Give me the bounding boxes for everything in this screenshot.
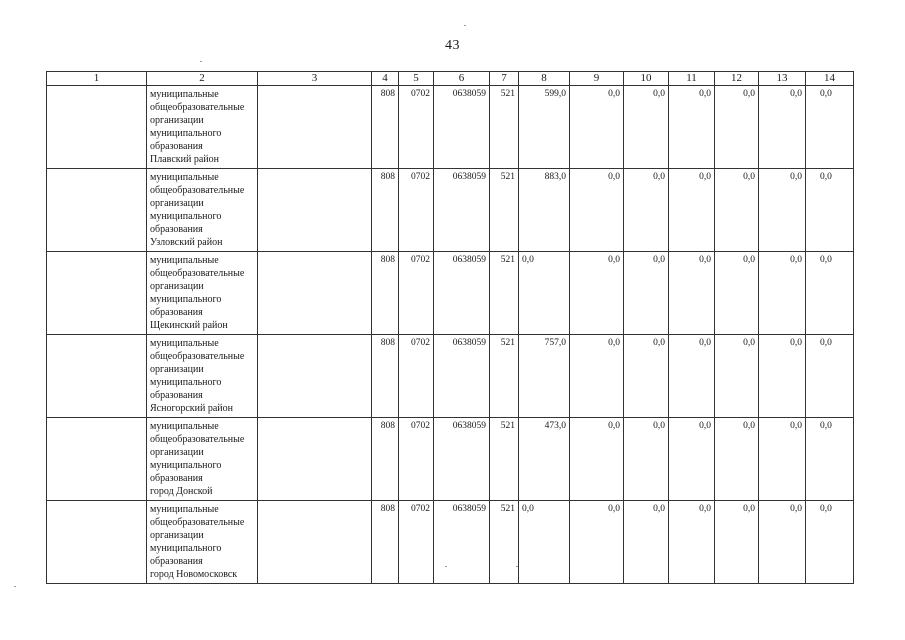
cell-col1	[47, 501, 147, 584]
cell-col6: 0638059	[434, 252, 490, 335]
scan-speck	[200, 61, 202, 62]
cell-col11: 0,0	[669, 335, 715, 418]
cell-col13: 0,0	[759, 252, 806, 335]
cell-col6: 0638059	[434, 335, 490, 418]
cell-col10: 0,0	[624, 501, 669, 584]
table-row	[47, 252, 854, 335]
cell-col10: 0,0	[624, 252, 669, 335]
cell-col3	[258, 86, 372, 169]
cell-col4: 808	[372, 418, 399, 501]
col-header-1: 1	[47, 72, 147, 86]
cell-col1	[47, 335, 147, 418]
cell-col8: 0,0	[519, 501, 570, 584]
col-header-9: 9	[570, 72, 624, 86]
cell-col11: 0,0	[669, 501, 715, 584]
col-header-10: 10	[624, 72, 669, 86]
cell-col13: 0,0	[759, 418, 806, 501]
cell-col11: 0,0	[669, 169, 715, 252]
cell-col5: 0702	[399, 501, 434, 584]
col-header-14: 14	[806, 72, 854, 86]
table-row	[47, 169, 854, 252]
cell-col7: 521	[490, 169, 519, 252]
cell-col7: 521	[490, 335, 519, 418]
cell-col3	[258, 501, 372, 584]
table-row	[47, 86, 854, 169]
table-row	[47, 418, 854, 501]
cell-col9: 0,0	[570, 252, 624, 335]
cell-description: муниципальные общеобразовательные организации муниципального образования город Новомосковск	[147, 501, 258, 584]
cell-col7: 521	[490, 418, 519, 501]
cell-col12: 0,0	[715, 86, 759, 169]
scan-speck	[14, 586, 16, 587]
cell-col4: 808	[372, 335, 399, 418]
cell-col5: 0702	[399, 86, 434, 169]
cell-col13: 0,0	[759, 169, 806, 252]
cell-col9: 0,0	[570, 86, 624, 169]
cell-col10: 0,0	[624, 418, 669, 501]
cell-col10: 0,0	[624, 335, 669, 418]
scan-speck	[445, 566, 447, 567]
cell-col13: 0,0	[759, 86, 806, 169]
cell-col4: 808	[372, 169, 399, 252]
budget-table	[46, 71, 854, 584]
cell-col3	[258, 169, 372, 252]
cell-col7: 521	[490, 501, 519, 584]
cell-col9: 0,0	[570, 501, 624, 584]
cell-col4: 808	[372, 252, 399, 335]
cell-col11: 0,0	[669, 418, 715, 501]
col-header-3: 3	[258, 72, 372, 86]
cell-col12: 0,0	[715, 169, 759, 252]
cell-col11: 0,0	[669, 86, 715, 169]
cell-col8: 473,0	[519, 418, 570, 501]
col-header-6: 6	[434, 72, 490, 86]
col-header-7: 7	[490, 72, 519, 86]
cell-col4: 808	[372, 501, 399, 584]
cell-col5: 0702	[399, 418, 434, 501]
cell-col5: 0702	[399, 335, 434, 418]
cell-col9: 0,0	[570, 335, 624, 418]
cell-col11: 0,0	[669, 252, 715, 335]
cell-col7: 521	[490, 86, 519, 169]
col-header-13: 13	[759, 72, 806, 86]
cell-col14: 0,0	[806, 501, 854, 584]
cell-col6: 0638059	[434, 86, 490, 169]
cell-col13: 0,0	[759, 335, 806, 418]
col-header-11: 11	[669, 72, 715, 86]
cell-col6: 0638059	[434, 418, 490, 501]
cell-col1	[47, 86, 147, 169]
cell-col1	[47, 169, 147, 252]
cell-col12: 0,0	[715, 335, 759, 418]
col-header-12: 12	[715, 72, 759, 86]
cell-description: муниципальные общеобразовательные организации муниципального образования город Донской	[147, 418, 258, 501]
cell-col4: 808	[372, 86, 399, 169]
col-header-8: 8	[519, 72, 570, 86]
cell-col12: 0,0	[715, 418, 759, 501]
cell-col14: 0,0	[806, 418, 854, 501]
cell-col6: 0638059	[434, 501, 490, 584]
table-row	[47, 501, 854, 584]
cell-col8: 599,0	[519, 86, 570, 169]
cell-description: муниципальные общеобразовательные организации муниципального образования Ясногорский район	[147, 335, 258, 418]
cell-col9: 0,0	[570, 418, 624, 501]
cell-col5: 0702	[399, 169, 434, 252]
cell-col12: 0,0	[715, 252, 759, 335]
scan-speck	[516, 566, 518, 567]
cell-description: муниципальные общеобразовательные организации муниципального образования Щекинский район	[147, 252, 258, 335]
cell-col7: 521	[490, 252, 519, 335]
col-header-2: 2	[147, 72, 258, 86]
cell-col14: 0,0	[806, 86, 854, 169]
cell-col5: 0702	[399, 252, 434, 335]
col-header-5: 5	[399, 72, 434, 86]
cell-col9: 0,0	[570, 169, 624, 252]
table-row	[47, 335, 854, 418]
cell-col8: 883,0	[519, 169, 570, 252]
cell-col6: 0638059	[434, 169, 490, 252]
cell-col12: 0,0	[715, 501, 759, 584]
cell-col1	[47, 252, 147, 335]
page-number: 43	[445, 38, 460, 53]
cell-col14: 0,0	[806, 335, 854, 418]
cell-col3	[258, 335, 372, 418]
cell-description: муниципальные общеобразовательные организации муниципального образования Плавский район	[147, 86, 258, 169]
cell-col3	[258, 418, 372, 501]
cell-description: муниципальные общеобразовательные организации муниципального образования Узловский район	[147, 169, 258, 252]
cell-col14: 0,0	[806, 252, 854, 335]
header-row	[47, 72, 854, 86]
cell-col14: 0,0	[806, 169, 854, 252]
cell-col8: 757,0	[519, 335, 570, 418]
cell-col10: 0,0	[624, 86, 669, 169]
cell-col13: 0,0	[759, 501, 806, 584]
scan-speck	[464, 25, 466, 26]
cell-col10: 0,0	[624, 169, 669, 252]
cell-col8: 0,0	[519, 252, 570, 335]
cell-col3	[258, 252, 372, 335]
cell-col1	[47, 418, 147, 501]
col-header-4: 4	[372, 72, 399, 86]
